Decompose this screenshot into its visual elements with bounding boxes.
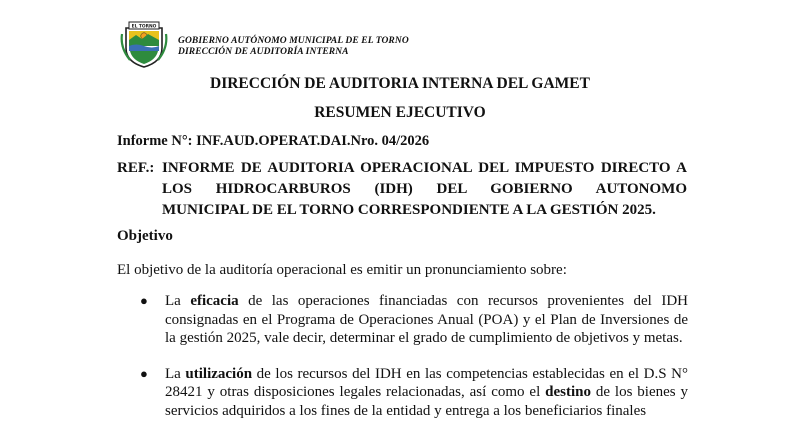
bullet-bold-term: destino [545, 384, 591, 400]
document-subtitle: RESUMEN EJECUTIVO [314, 104, 486, 121]
reference-text-main: INFORME DE AUDITORIA OPERACIONAL DEL IMPUESTO DIRECTO A LOS HIDROCARBUROS (IDH) DEL GOBIERNO AUTONOMO [162, 160, 687, 197]
bullet-text: La [165, 365, 186, 382]
coat-of-arms-logo [120, 18, 168, 68]
logo-text: EL TORNO [131, 24, 157, 30]
objective-intro: El objetivo de la auditoría operacional es emitir un pronunciamiento sobre: [117, 262, 567, 278]
reference-text [162, 158, 687, 221]
organization-header [178, 36, 409, 58]
objective-list [140, 292, 688, 420]
bullet-bold-term: utilización [185, 365, 253, 382]
bullet-text: La [165, 293, 191, 309]
bullet-bold-term: eficacia [190, 293, 239, 309]
bullet-icon: ● [140, 365, 148, 381]
bullet-text: de los recursos del IDH en las competencias establecidas en el D.S N° 28421 y otras disposiciones legales relacionadas, así como el [165, 365, 688, 400]
reference-text-last: MUNICIPAL DE EL TORNO CORRESPONDIENTE A LA GESTIÓN 2025. [162, 202, 656, 218]
municipal-coat-of-arms-icon [120, 18, 168, 68]
reference-label: REF.: [117, 160, 155, 176]
report-number: Informe N°: INF.AUD.OPERAT.DAI.Nro. 04/2026 [117, 133, 430, 149]
org-department: DIRECCIÓN DE AUDITORÍA INTERNA [178, 47, 349, 57]
objective-heading: Objetivo [117, 228, 173, 244]
bullet-icon: ● [140, 293, 148, 308]
document-title: DIRECCIÓN DE AUDITORIA INTERNA DEL GAMET [210, 75, 590, 92]
bullet-text: de los bienes y servicios adquiridos a los fines de la entidad y entrega a los beneficiarios finales [165, 384, 688, 419]
bullet-text: de las operaciones financiadas con recursos provenientes del IDH consignadas en el Programa de Operaciones Anual (POA) y el Plan de Inversiones de la gestión 2025, vale decir, determinar el grado de cumplimiento de objetivos y metas. [165, 293, 688, 346]
reference-block [117, 158, 687, 221]
list-item [140, 365, 688, 421]
org-name: GOBIERNO AUTÓNOMO MUNICIPAL DE EL TORNO [178, 36, 409, 46]
list-item [140, 292, 688, 348]
